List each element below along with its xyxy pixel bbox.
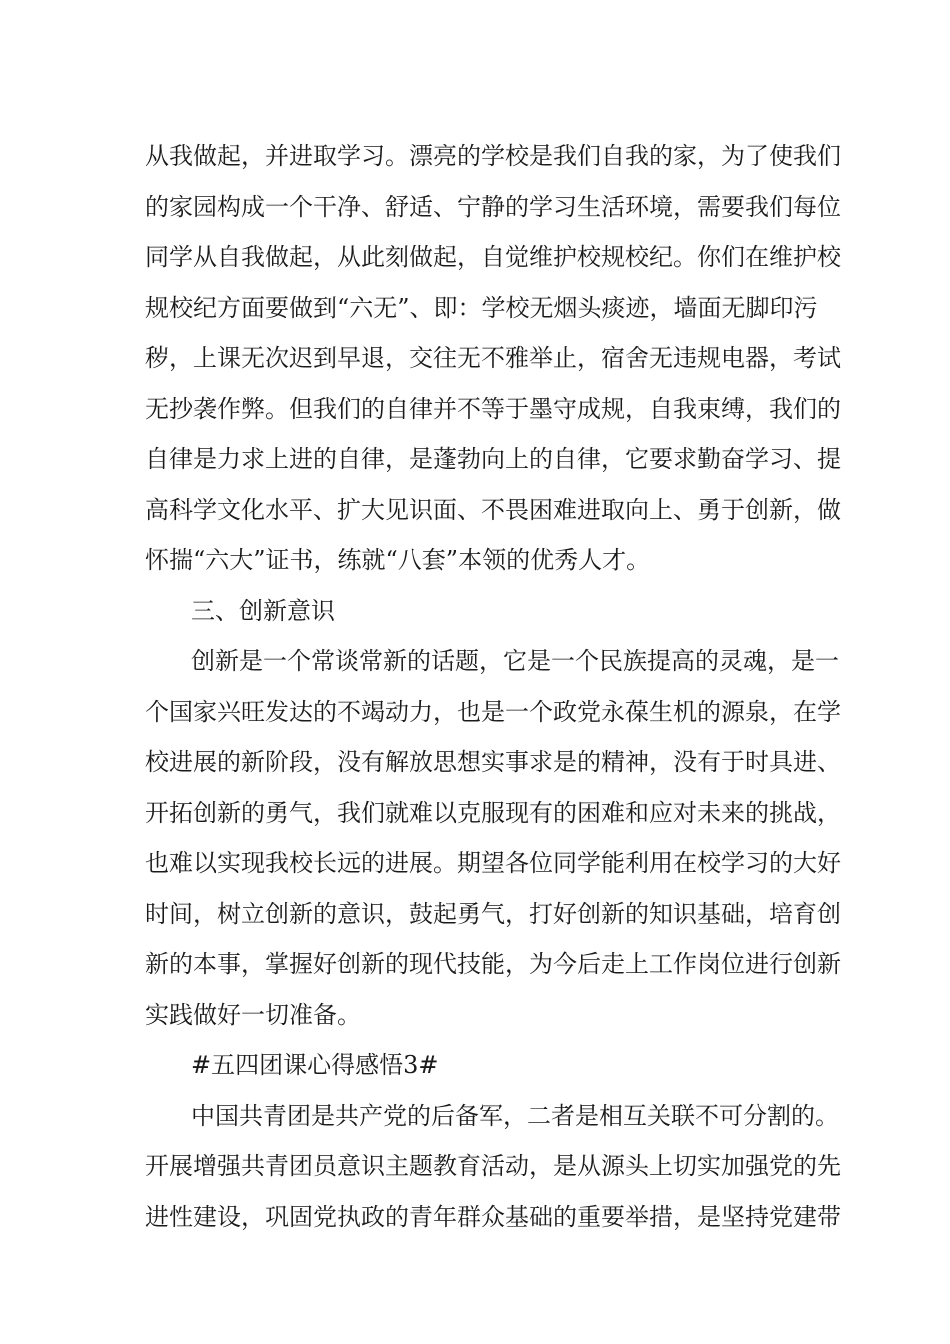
text-line: 中国共青团是共产党的后备军，二者是相互关联不可分割的。: [191, 1101, 839, 1130]
text-line: 个国家兴旺发达的不竭动力，也是一个政党永葆生机的源泉，在学: [145, 697, 841, 726]
text-line: 时间，树立创新的意识，鼓起勇气，打好创新的知识基础，培育创: [145, 899, 841, 928]
text-line: 实践做好一切准备。: [145, 1000, 361, 1029]
text-line: 进性建设，巩固党执政的青年群众基础的重要举措，是坚持党建带: [145, 1202, 841, 1231]
text-line: 新的本事，掌握好创新的现代技能，为今后走上工作岗位进行创新: [145, 950, 841, 978]
text-line: 怀揣“六大”证书，练就“八套”本领的优秀人才。: [145, 546, 651, 574]
document-body: [145, 131, 841, 1242]
text-line: 同学从自我做起，从此刻做起，自觉维护校规校纪。你们在维护校: [145, 243, 841, 271]
text-line: 校进展的新阶段，没有解放思想实事求是的精神，没有于时具进、: [145, 748, 841, 776]
text-line: 也难以实现我校长远的进展。期望各位同学能利用在校学习的大好: [145, 849, 841, 877]
subtitle-heading: #五四团课心得感悟3#: [191, 1051, 439, 1079]
text-line: 创新是一个常谈常新的话题，它是一个民族提高的灵魂，是一: [191, 647, 839, 675]
text-line: 秽，上课无次迟到早退，交往无不雅举止，宿舍无违规电器，考试: [145, 344, 841, 372]
text-line: 无抄袭作弊。但我们的自律并不等于墨守成规，自我束缚，我们的: [145, 394, 841, 423]
text-line: 规校纪方面要做到“六无”、即：学校无烟头痰迹，墙面无脚印污: [145, 293, 818, 322]
text-line: 从我做起，并进取学习。漂亮的学校是我们自我的家，为了使我们: [145, 142, 841, 170]
text-line: 开展增强共青团员意识主题教育活动，是从源头上切实加强党的先: [145, 1152, 841, 1180]
text-line: 的家园构成一个干净、舒适、宁静的学习生活环境，需要我们每位: [145, 192, 841, 221]
text-line: 自律是力求上进的自律，是蓬勃向上的自律，它要求勤奋学习、提: [145, 445, 841, 473]
section-heading: 三、创新意识: [191, 596, 335, 625]
text-line: 开拓创新的勇气，我们就难以克服现有的困难和应对未来的挑战，: [145, 798, 841, 827]
text-line: 高科学文化水平、扩大见识面、不畏困难进取向上、勇于创新，做: [145, 495, 841, 524]
